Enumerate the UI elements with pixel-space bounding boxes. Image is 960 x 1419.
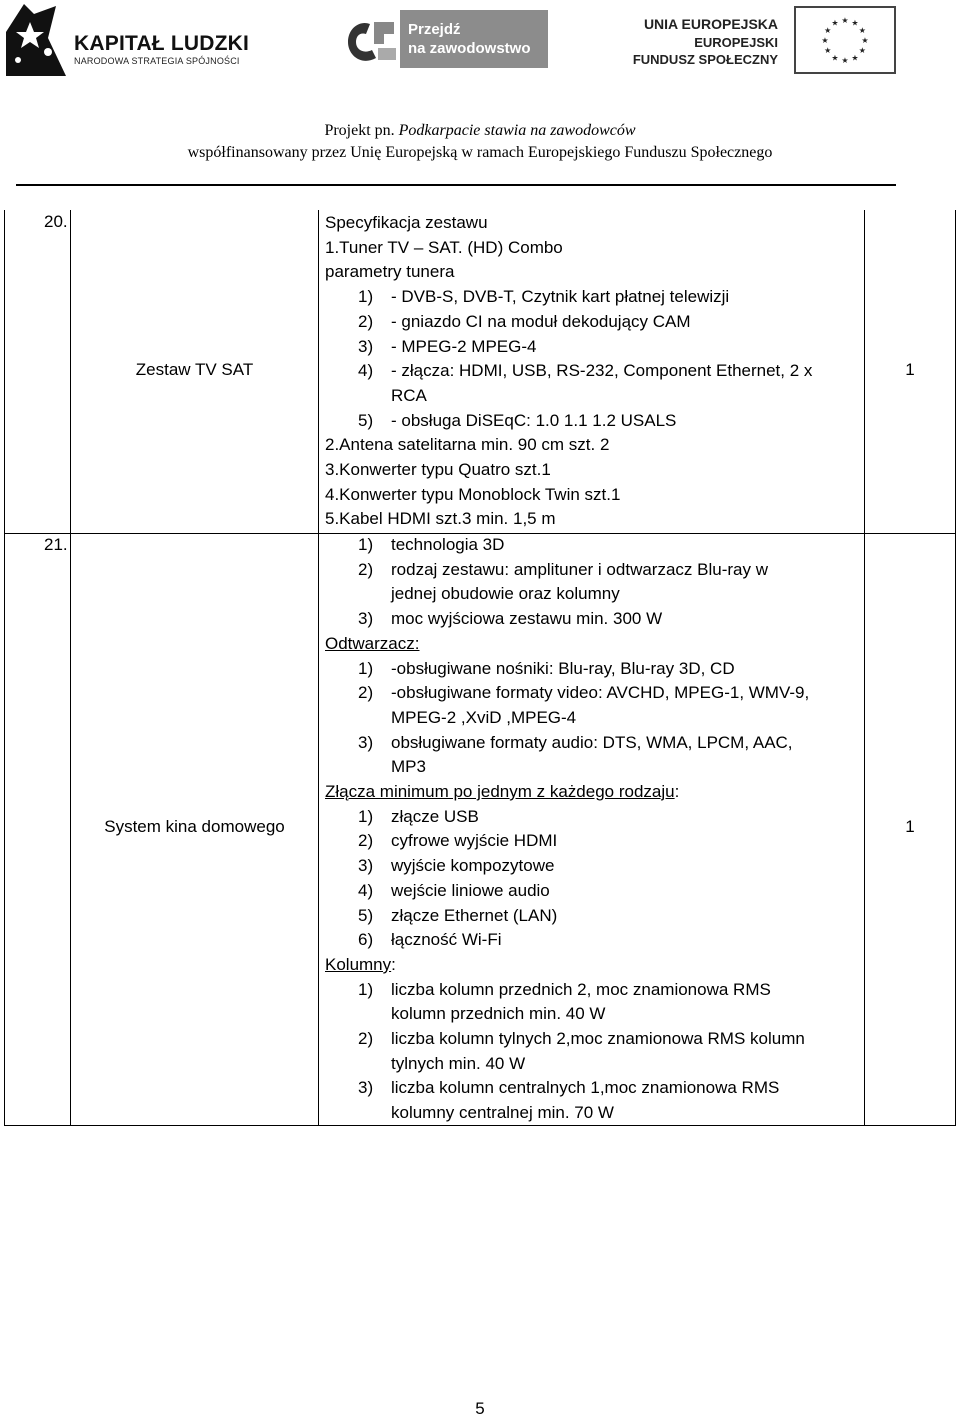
- spec-line-text: Odtwarzacz:: [325, 633, 420, 653]
- spec-line-text: kolumny centralnej min. 70 W: [391, 1103, 614, 1123]
- spec-line-text: RCA: [391, 385, 427, 405]
- ue-line-1: UNIA EUROPEJSKA: [643, 16, 778, 32]
- spec-line-text: 4.Konwerter typu Monoblock Twin szt.1: [325, 484, 621, 504]
- puzzle-mark-icon: [344, 14, 400, 64]
- spec-line-number: 1): [358, 806, 374, 826]
- spec-line-text: złącze Ethernet (LAN): [391, 905, 558, 925]
- spec-line-number: 3): [358, 609, 374, 629]
- spec-line-text: MP3: [391, 757, 426, 777]
- spec-line-text: 2.Antena satelitarna min. 90 cm szt. 2: [325, 435, 610, 455]
- table-border-right: [955, 210, 956, 1126]
- eu-star-icon: ★: [858, 46, 866, 55]
- item-quantity: 1: [905, 360, 915, 379]
- item-name: Zestaw TV SAT: [135, 360, 254, 379]
- spec-line-number: 3): [358, 732, 374, 752]
- spec-line-text: Złącza minimum po jednym z każdego rodzaju: [325, 782, 675, 801]
- unia-europejska-logo: [632, 4, 896, 78]
- przejdz-line-1: Przejdź: [408, 21, 461, 38]
- spec-line-text: - gniazdo CI na moduł dekodujący CAM: [391, 311, 691, 331]
- spec-line-text: złącze USB: [391, 806, 479, 826]
- project-prefix: Projekt pn.: [324, 122, 399, 139]
- spec-line-text: 3.Konwerter typu Quatro szt.1: [325, 460, 551, 479]
- spec-line-text: parametry tunera: [325, 262, 455, 282]
- spec-line-number: 2): [358, 559, 374, 579]
- header-divider: [16, 184, 896, 186]
- spec-line-text: - złącza: HDMI, USB, RS-232, Component Ethernet, 2 x: [391, 361, 813, 381]
- spec-line-text: moc wyjściowa zestawu min. 300 W: [391, 609, 663, 629]
- page-number: 5: [475, 1399, 485, 1418]
- spec-line-number: 1): [358, 287, 374, 307]
- eu-star-icon: ★: [841, 16, 849, 25]
- spec-line-suffix: :: [391, 954, 396, 974]
- spec-line-text: obsługiwane formaty audio: DTS, WMA, LPCM, AAC,: [391, 732, 793, 752]
- spec-line: [325, 953, 396, 978]
- spec-line-number: 2): [358, 683, 374, 703]
- spec-line: [325, 632, 419, 657]
- spec-line-text: 1.Tuner TV – SAT. (HD) Combo: [325, 237, 563, 257]
- spec-line-number: 3): [358, 336, 374, 356]
- table-border-left: [4, 210, 5, 1126]
- spec-line-text: liczba kolumn centralnych 1,moc znamionowa RMS: [391, 1078, 780, 1098]
- kapital-ludzki-subtitle: NARODOWA STRATEGIA SPÓJNOŚCI: [74, 56, 240, 66]
- eu-star-icon: ★: [821, 36, 829, 45]
- spec-line-number: 2): [358, 311, 374, 331]
- project-title: [0, 122, 960, 140]
- spec-line-number: 1): [358, 658, 374, 678]
- spec-line-number: 1): [358, 535, 374, 554]
- spec-line-number: 1): [358, 979, 374, 999]
- cofinanced-note: współfinansowany przez Unię Europejską w ramach Europejskiego Funduszu Społecznego: [187, 144, 773, 161]
- eu-star-icon: ★: [861, 36, 869, 45]
- spec-line-text: -obsługiwane nośniki: Blu-ray, Blu-ray 3D, CD: [391, 658, 735, 678]
- row-number: 20.: [44, 212, 68, 231]
- table-border-col1: [70, 210, 71, 1126]
- przejdz-line-2: na zawodowstwo: [408, 40, 531, 57]
- spec-line-text: - obsługa DiSEqC: 1.0 1.1 1.2 USALS: [391, 410, 677, 430]
- spec-line-text: -obsługiwane formaty video: AVCHD, MPEG-1, WMV-9,: [391, 683, 810, 703]
- spec-line-number: 4): [358, 880, 374, 900]
- spec-line-text: liczba kolumn tylnych 2,moc znamionowa RMS kolumn: [391, 1029, 805, 1048]
- spec-line-text: cyfrowe wyjście HDMI: [391, 831, 558, 851]
- item-name: System kina domowego: [104, 817, 285, 836]
- spec-line: [325, 507, 556, 532]
- kapital-ludzki-logo: [4, 2, 254, 80]
- spec-line: [325, 458, 551, 483]
- spec-line-number: 4): [358, 361, 374, 381]
- spec-line-text: wejście liniowe audio: [391, 880, 550, 900]
- project-name: Podkarpacie stawia na zawodowców: [398, 122, 636, 139]
- eu-star-icon: ★: [858, 26, 866, 35]
- spec-line-text: łączność Wi-Fi: [391, 930, 502, 950]
- eu-star-icon: ★: [831, 53, 839, 63]
- spec-line-text: wyjście kompozytowe: [391, 856, 555, 876]
- spec-line-text: rodzaj zestawu: amplituner i odtwarzacz Blu-ray w: [391, 559, 768, 579]
- przejdz-banner: [400, 10, 548, 68]
- eu-flag-icon: [794, 6, 896, 74]
- spec-line-number: 5): [358, 410, 374, 430]
- spec-line-number: 5): [358, 905, 374, 925]
- spec-line-number: 6): [358, 930, 374, 950]
- spec-line-number: 3): [358, 1078, 374, 1098]
- spec-line: [325, 211, 488, 236]
- spec-line-text: - DVB-S, DVB-T, Czytnik kart płatnej telewizji: [391, 287, 730, 307]
- row-number: 21.: [44, 535, 68, 554]
- ue-line-3: FUNDUSZ SPOŁECZNY: [632, 52, 778, 67]
- spec-line-text: tylnych min. 40 W: [391, 1053, 526, 1073]
- spec-line: [325, 433, 609, 458]
- spec-line-text: Kolumny: [325, 954, 392, 974]
- spec-line-text: Specyfikacja zestawu: [325, 213, 488, 232]
- spec-line-number: 2): [358, 831, 374, 851]
- spec-line-text: kolumn przednich min. 40 W: [391, 1004, 606, 1024]
- spec-line-suffix: :: [674, 782, 680, 801]
- spec-line-text: liczba kolumn przednich 2, moc znamionowa RMS: [391, 979, 771, 999]
- spec-line: [325, 260, 454, 285]
- spec-line-number: 3): [358, 856, 374, 876]
- spec-line-number: 2): [358, 1029, 374, 1048]
- spec-line-text: 5.Kabel HDMI szt.3 min. 1,5 m: [325, 509, 556, 529]
- kapital-ludzki-emblem-icon: [4, 2, 70, 80]
- spec-line-text: - MPEG-2 MPEG-4: [391, 336, 537, 356]
- table-border-col3: [864, 210, 865, 1126]
- eu-star-icon: ★: [824, 46, 832, 55]
- eu-star-icon: ★: [841, 56, 849, 65]
- item-quantity: 1: [905, 817, 915, 836]
- table-border-col2: [318, 210, 319, 1126]
- eu-star-icon: ★: [851, 18, 859, 28]
- spec-line: [325, 780, 679, 805]
- eu-star-icon: ★: [851, 53, 859, 63]
- spec-line-text: technologia 3D: [391, 535, 505, 554]
- spec-line: [325, 236, 563, 261]
- eu-star-icon: ★: [824, 26, 832, 35]
- eu-star-icon: ★: [831, 18, 839, 28]
- spec-line-text: MPEG-2 ,XviD ,MPEG-4: [391, 707, 577, 727]
- przejdz-na-zawodowstwo-logo: [344, 8, 548, 70]
- spec-line: [325, 483, 620, 508]
- ue-line-2: EUROPEJSKI: [694, 35, 778, 50]
- kapital-ludzki-title: KAPITAŁ LUDZKI: [74, 32, 250, 55]
- spec-line-text: jednej obudowie oraz kolumny: [391, 584, 620, 604]
